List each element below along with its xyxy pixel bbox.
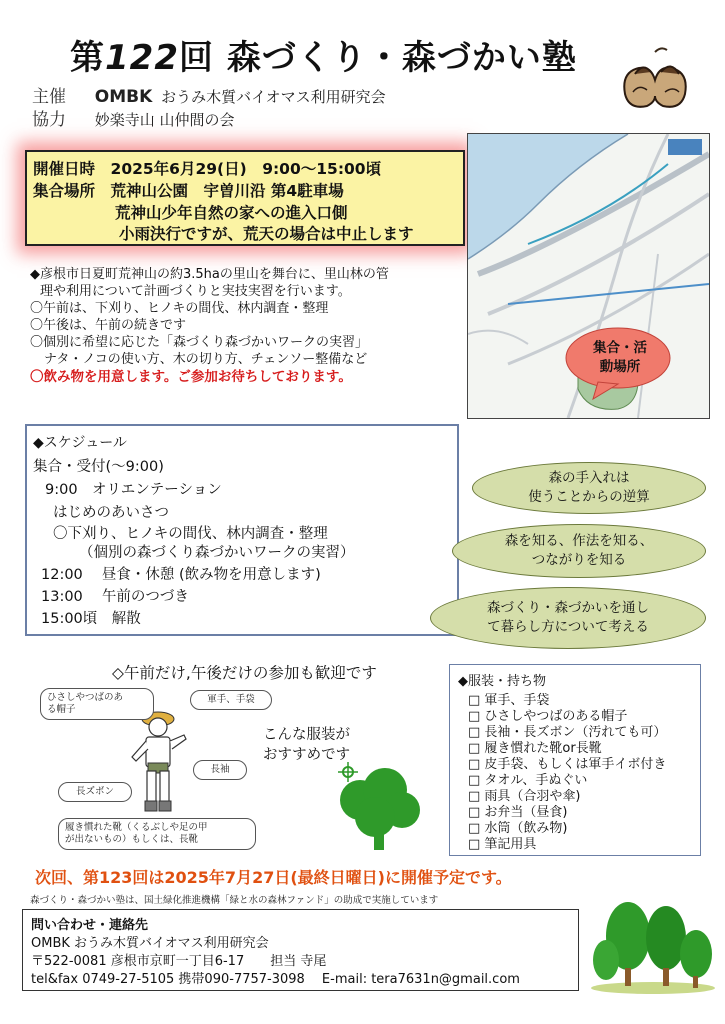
contact-box xyxy=(22,909,579,991)
intro-line: ◆彦根市日夏町荒神山の約3.5haの里山を舞台に、里山林の管 xyxy=(30,267,389,282)
item-entry: □ 皮手袋、もしくは軍手イボ付き xyxy=(468,757,667,772)
forest-icon xyxy=(590,898,716,994)
items-box xyxy=(449,664,701,856)
item-entry: □ タオル、手ぬぐい xyxy=(468,773,588,788)
event-place xyxy=(33,179,344,201)
schedule-item: はじめのあいさつ xyxy=(53,505,169,521)
attire-recommendation xyxy=(263,725,350,765)
intro-line: 理や利用について計画づくりと実技実習を行います。 xyxy=(40,284,351,299)
item-entry: □ ひさしやつばのある帽子 xyxy=(468,709,628,724)
oval-text: 森を知る、作法を知る、 xyxy=(504,533,654,549)
place-label: 集合場所 xyxy=(33,182,96,200)
oval-text: 森づくり・森づかいを通し xyxy=(487,600,649,616)
schedule-item: 〇下刈り、ヒノキの間伐、林内調査・整理 xyxy=(53,526,328,542)
callout-sleeve: 長袖 xyxy=(193,760,247,780)
callout-text: 履き慣れた靴（くるぶしや足の甲 xyxy=(65,822,208,833)
map-callout-line1: 集合・活 xyxy=(593,340,647,356)
oval-text: 使うことからの逆算 xyxy=(528,489,650,505)
host-label: 主催 xyxy=(32,87,66,107)
message-oval-2 xyxy=(452,524,706,578)
item-entry: □ 履き慣れた靴or長靴 xyxy=(468,741,602,756)
schedule-box xyxy=(25,424,459,636)
items-heading: ◆服装・持ち物 xyxy=(458,674,546,689)
page-title xyxy=(70,30,577,79)
location-map xyxy=(467,133,710,419)
oval-text: 森の手入れは xyxy=(548,470,630,486)
schedule-item: （個別の森づくり森づかいワークの実習） xyxy=(79,545,355,561)
item-entry: □ 雨具（合羽や傘) xyxy=(468,789,581,804)
chestnut-icon xyxy=(615,44,695,114)
contact-address: 〒522-0081 彦根市京町一丁目6-17 担当 寺尾 xyxy=(31,954,327,969)
item-entry: □ 軍手、手袋 xyxy=(468,693,550,708)
place-value: 荒神山公園 宇曽川沿 第4駐車場 xyxy=(110,182,344,200)
tree-icon xyxy=(330,762,430,852)
callout-hat xyxy=(40,688,154,720)
schedule-item: 9:00 オリエンテーション xyxy=(45,482,222,498)
event-date xyxy=(33,157,381,179)
oval-text: て暮らし方について考える xyxy=(487,619,649,635)
callout-pants: 長ズボン xyxy=(58,782,132,802)
next-event-notice: 次回、第123回は2025年7月27日(最終日曜日)に開催予定です。 xyxy=(35,868,512,887)
rec-line: こんな服装が xyxy=(263,727,350,743)
intro-line: 〇午前は、下刈り、ヒノキの間伐、林内調査・整理 xyxy=(30,301,329,316)
worker-illustration xyxy=(118,705,198,817)
schedule-item: 12:00 昼食・休憩 (飲み物を用意します) xyxy=(41,567,321,583)
rec-line: おすすめです xyxy=(263,747,351,763)
host-description: おうみ木質バイオマス利用研究会 xyxy=(161,88,386,106)
title-number: 122 xyxy=(105,38,179,78)
callout-text: が出ないもの）もしくは、長靴 xyxy=(65,834,199,845)
schedule-item: 集合・受付(～9:00) xyxy=(33,459,164,475)
host-name: OMBK xyxy=(94,87,153,107)
callout-text: ひさしやつばのあ xyxy=(47,692,124,703)
contact-heading: 問い合わせ・連絡先 xyxy=(31,918,149,933)
coop-label: 協力 xyxy=(32,110,66,130)
callout-shoes xyxy=(58,818,256,850)
date-label: 開催日時 xyxy=(33,160,96,178)
coop-description: 妙楽寺山 山仲間の会 xyxy=(94,111,235,129)
message-oval-1 xyxy=(472,462,706,514)
place-detail: 荒神山少年自然の家への進入口側 xyxy=(115,204,348,222)
item-entry: □ 長袖・長ズボン（汚れても可） xyxy=(468,725,667,740)
item-entry: □ お弁当（昼食) xyxy=(468,805,568,820)
schedule-heading: ◆スケジュール xyxy=(33,435,127,451)
event-info-box xyxy=(25,150,465,246)
oval-text: つながりを知る xyxy=(531,552,627,568)
funding-note: 森づくり・森づかい塾は、国土緑化推進機構「緑と水の森林ファンド」の助成で実施しています xyxy=(30,895,439,906)
intro-line: ナタ・ノコの使い方、木の切り方、チェンソー整備など xyxy=(44,352,368,367)
map-callout xyxy=(578,339,662,377)
item-entry: □ 水筒（飲み物) xyxy=(468,821,568,836)
coop-row xyxy=(32,105,235,130)
schedule-item: 13:00 午前のつづき xyxy=(41,589,189,605)
message-oval-3 xyxy=(430,587,706,649)
callout-text: る帽子 xyxy=(47,704,76,715)
intro-section xyxy=(30,266,455,386)
intro-line: 〇個別に希望に応じた「森づくり森づかいワークの実習」 xyxy=(30,335,369,350)
date-value: 2025年6月29(日) 9:00～15:00頃 xyxy=(110,160,382,178)
host-row xyxy=(32,82,386,107)
rain-note: 小雨決行ですが、荒天の場合は中止します xyxy=(119,225,414,243)
intro-note: 〇飲み物を用意します。ご参加お待ちしております。 xyxy=(30,369,352,385)
title-prefix: 第 xyxy=(70,38,105,78)
contact-phones: tel&fax 0749-27-5105 携帯090-7757-3098 E-mail: tera7631n@gmail.com xyxy=(31,972,520,987)
callout-gloves: 軍手、手袋 xyxy=(190,690,272,710)
item-entry: □ 筆記用具 xyxy=(468,837,537,852)
contact-org: OMBK おうみ木質バイオマス利用研究会 xyxy=(31,936,269,951)
schedule-item: 15:00頃 解散 xyxy=(41,611,141,627)
halfday-note: ◇午前だけ,午後だけの参加も歓迎です xyxy=(112,664,377,682)
title-suffix: 回 森づくり・森づかい塾 xyxy=(178,38,577,78)
intro-line: 〇午後は、午前の続きです xyxy=(30,318,187,333)
map-callout-line2: 動場所 xyxy=(599,359,641,375)
